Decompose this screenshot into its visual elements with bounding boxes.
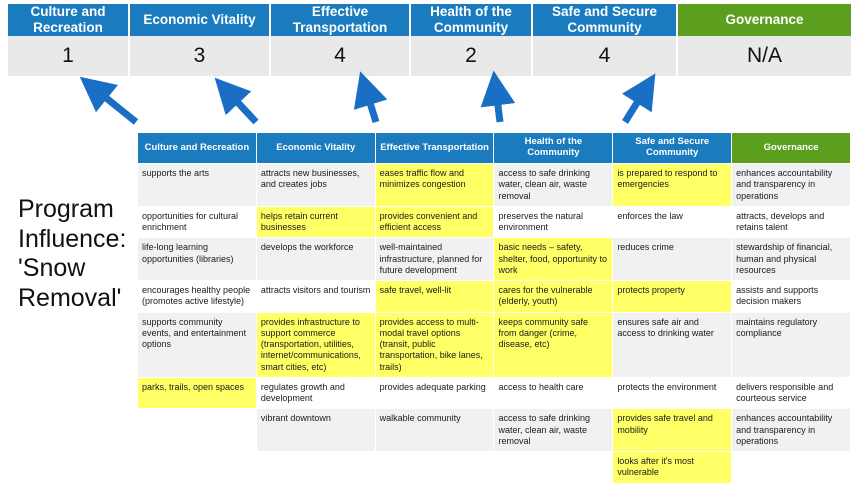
matrix-cell-r1-c4: enforces the law [613, 206, 732, 238]
matrix-cell-r0-c5: enhances accountability and transparency in operations [732, 164, 851, 207]
matrix-cell-r0-c0: supports the arts [138, 164, 257, 207]
matrix-cell-r2-c2: well-maintained infrastructure, planned for future development [375, 238, 494, 281]
matrix-cell-r6-c3: access to safe drinking water, clean air, waste removal [494, 409, 613, 452]
matrix-cell-r5-c0: parks, trails, open spaces [138, 377, 257, 409]
matrix-cell-r4-c0: supports community events, and entertainment options [138, 312, 257, 377]
table-row [138, 312, 851, 377]
table-row [138, 238, 851, 281]
strategic-outcomes-matrix [137, 132, 851, 484]
matrix-cell-r1-c3: preserves the natural environment [494, 206, 613, 238]
matrix-cell-r6-c4: provides safe travel and mobility [613, 409, 732, 452]
arrow-4 [496, 90, 500, 122]
banner-value-2: 4 [271, 36, 411, 76]
matrix-cell-r7-c2 [375, 452, 494, 484]
arrow-3 [366, 90, 376, 122]
matrix-cell-r3-c3: cares for the vulnerable (elderly, youth) [494, 281, 613, 313]
arrow-5 [625, 90, 645, 122]
matrix-header-row [138, 133, 851, 164]
arrow-1 [95, 89, 136, 122]
matrix-cell-r0-c4: is prepared to respond to emergencies [613, 164, 732, 207]
matrix-cell-r4-c4: ensures safe air and access to drinking water [613, 312, 732, 377]
matrix-column-header-1: Economic Vitality [256, 133, 375, 164]
matrix-cell-r3-c5: assists and supports decision makers [732, 281, 851, 313]
table-row [138, 409, 851, 452]
matrix-cell-r5-c4: protects the environment [613, 377, 732, 409]
matrix-column-header-3: Health of the Community [494, 133, 613, 164]
matrix-cell-r4-c2: provides access to multi-modal travel options (transit, public transportation, bike lanes, trails) [375, 312, 494, 377]
matrix-cell-r2-c3: basic needs – safety, shelter, food, opportunity to work [494, 238, 613, 281]
banner-header-2: Effective Transportation [271, 4, 411, 36]
banner-value-0: 1 [8, 36, 130, 76]
matrix-cell-r7-c5 [732, 452, 851, 484]
banner-header-3: Health of the Community [411, 4, 533, 36]
matrix-cell-r3-c0: encourages healthy people (promotes active lifestyle) [138, 281, 257, 313]
banner-value-row [8, 36, 851, 76]
table-row [138, 164, 851, 207]
matrix-cell-r0-c1: attracts new businesses, and creates jobs [256, 164, 375, 207]
matrix-cell-r1-c5: attracts, develops and retains talent [732, 206, 851, 238]
banner-value-5: N/A [746, 44, 782, 67]
matrix-cell-r3-c2: safe travel, well-lit [375, 281, 494, 313]
matrix-column-header-5: Governance [732, 133, 851, 164]
matrix-cell-r6-c5: enhances accountability and transparency in operations [732, 409, 851, 452]
matrix-cell-r4-c3: keeps community safe from danger (crime, disease, etc) [494, 312, 613, 377]
matrix-cell-r5-c2: provides adequate parking [375, 377, 494, 409]
table-row [138, 206, 851, 238]
matrix-cell-r2-c4: reduces crime [613, 238, 732, 281]
matrix-cell-r7-c0 [138, 452, 257, 484]
matrix-cell-r4-c1: provides infrastructure to support commerce (transportation, utilities, internet/communications, smart cities, etc) [256, 312, 375, 377]
matrix-cell-r7-c3 [494, 452, 613, 484]
matrix-column-header-0: Culture and Recreation [138, 133, 257, 164]
matrix-cell-r3-c4: protects property [613, 281, 732, 313]
matrix-cell-r2-c1: develops the workforce [256, 238, 375, 281]
scorecard-banner [8, 4, 851, 76]
banner-header-5: Governance [678, 4, 851, 36]
matrix-cell-r6-c0 [138, 409, 257, 452]
arrow-2 [228, 92, 256, 122]
matrix-cell-r3-c1: attracts visitors and tourism [256, 281, 375, 313]
matrix-column-header-4: Safe and Secure Community [613, 133, 732, 164]
banner-value-4: 4 [533, 36, 678, 76]
matrix-cell-r0-c3: access to safe drinking water, clean air, waste removal [494, 164, 613, 207]
matrix-cell-r5-c5: delivers responsible and courteous service [732, 377, 851, 409]
program-influence-label: Program Influence: 'Snow Removal' [18, 195, 127, 312]
banner-header-1: Economic Vitality [130, 4, 271, 36]
matrix-cell-r1-c0: opportunities for cultural enrichment [138, 206, 257, 238]
matrix-cell-r4-c5: maintains regulatory compliance [732, 312, 851, 377]
matrix-cell-r6-c1: vibrant downtown [256, 409, 375, 452]
matrix-cell-r0-c2: eases traffic flow and minimizes congestion [375, 164, 494, 207]
banner-value-3: 2 [411, 36, 533, 76]
matrix-cell-r1-c2: provides convenient and efficient access [375, 206, 494, 238]
table-row [138, 281, 851, 313]
banner-header-0: Culture and Recreation [8, 4, 130, 36]
matrix-body [138, 164, 851, 484]
matrix-cell-r5-c1: regulates growth and development [256, 377, 375, 409]
banner-header-row [8, 4, 851, 36]
matrix-cell-r1-c1: helps retain current businesses [256, 206, 375, 238]
table-row [138, 452, 851, 484]
matrix-cell-r5-c3: access to health care [494, 377, 613, 409]
matrix-column-header-2: Effective Transportation [375, 133, 494, 164]
matrix-cell-r7-c4: looks after it's most vulnerable [613, 452, 732, 484]
matrix-cell-r2-c5: stewardship of financial, human and physical resources [732, 238, 851, 281]
banner-value-1: 3 [130, 36, 271, 76]
matrix-cell-r7-c1 [256, 452, 375, 484]
banner-header-4: Safe and Secure Community [533, 4, 678, 36]
matrix-cell-r2-c0: life-long learning opportunities (libraries) [138, 238, 257, 281]
matrix-cell-r6-c2: walkable community [375, 409, 494, 452]
table-row [138, 377, 851, 409]
